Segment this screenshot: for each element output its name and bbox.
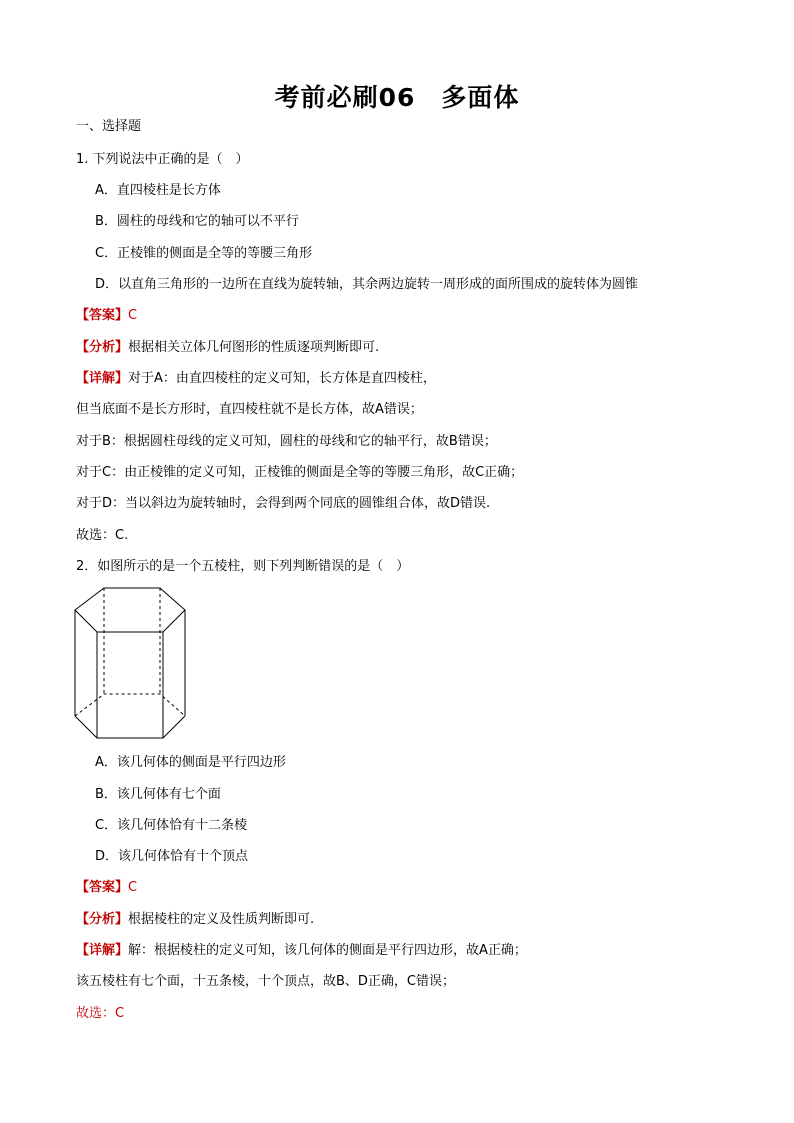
q1-detail-line: 对于B：根据圆柱母线的定义可知，圆柱的母线和它的轴平行，故B错误； (76, 434, 497, 449)
section-heading: 一、选择题 (76, 119, 142, 134)
q1-option-c: C．正棱锥的侧面是全等的等腰三角形 (95, 246, 313, 261)
q2-detail-line: 该五棱柱有七个面，十五条棱，十个顶点，故B、D正确，C错误； (76, 974, 456, 989)
q2-analysis (76, 911, 314, 929)
q2-answer (76, 879, 137, 897)
q1-detail (76, 370, 436, 388)
top-face (75, 588, 185, 632)
pentagonal-prism-figure (73, 586, 189, 744)
q1-option-b: B．圆柱的母线和它的轴可以不平行 (95, 214, 299, 229)
q2-analysis-text: 根据棱柱的定义及性质判断即可. (128, 912, 315, 927)
q2-option-d: D．该几何体恰有十个顶点 (95, 849, 249, 864)
q1-answer-value: C (128, 308, 138, 323)
q2-detail-tag: 【详解】 (76, 943, 129, 958)
hidden-bottom-edges (75, 694, 185, 716)
q1-detail-line: 但当底面不是长方形时，直四棱柱就不是长方体，故A错误； (76, 402, 423, 417)
q1-option-d: D．以直角三角形的一边所在直线为旋转轴，其余两边旋转一周形成的面所围成的旋转体为圆锥 (95, 277, 639, 292)
q2-analysis-tag: 【分析】 (76, 912, 129, 927)
page-title: 考前必刷06 多面体 (274, 83, 520, 112)
q1-answer-tag: 【答案】 (76, 308, 129, 323)
q2-option-b: B．该几何体有七个面 (95, 787, 221, 802)
q1-answer (76, 307, 137, 325)
q2-answer-value: C (128, 880, 138, 895)
q1-detail-tag: 【详解】 (76, 371, 129, 386)
q2-option-a: A．该几何体的侧面是平行四边形 (95, 755, 286, 770)
q1-analysis-tag: 【分析】 (76, 340, 129, 355)
q1-analysis (76, 339, 379, 357)
bottom-visible-edges (75, 716, 185, 738)
q2-detail (76, 942, 527, 960)
q1-detail-first: 对于A：由直四棱柱的定义可知，长方体是直四棱柱， (128, 371, 436, 386)
q1-detail-line: 对于C：由正棱锥的定义可知，正棱锥的侧面是全等的等腰三角形，故C正确； (76, 465, 524, 480)
q1-stem: 1. 下列说法中正确的是（ ） (76, 152, 249, 167)
q1-conclusion: 故选：C. (76, 528, 129, 543)
q2-detail-first: 解：根据棱柱的定义可知，该几何体的侧面是平行四边形，故A正确； (128, 943, 527, 958)
q2-stem: 2．如图所示的是一个五棱柱，则下列判断错误的是（ ） (76, 559, 410, 574)
q1-option-a: A．直四棱柱是长方体 (95, 183, 221, 198)
q1-detail-line: 对于D：当以斜边为旋转轴时，会得到两个同底的圆锥组合体，故D错误. (76, 496, 491, 511)
q1-analysis-text: 根据相关立体几何图形的性质逐项判断即可. (128, 340, 380, 355)
q2-answer-tag: 【答案】 (76, 880, 129, 895)
q2-option-c: C．该几何体恰有十二条棱 (95, 818, 248, 833)
q2-conclusion: 故选：C (76, 1006, 125, 1021)
